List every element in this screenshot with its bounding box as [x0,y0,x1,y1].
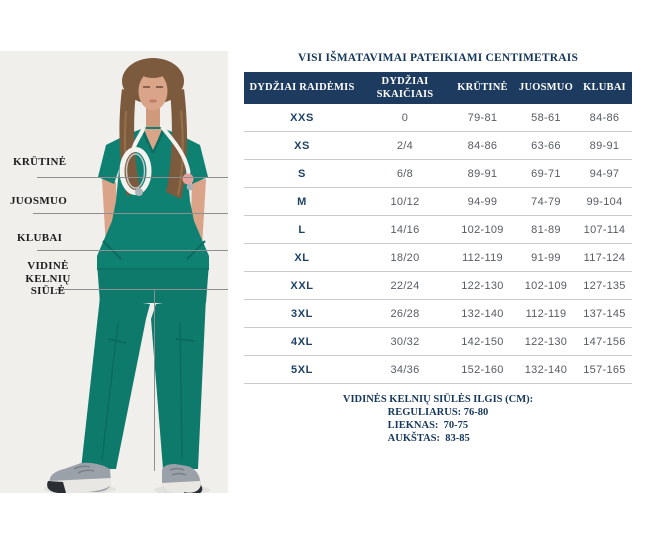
hips-value-cell: 157-165 [583,363,626,376]
size-number-cell: 6/8 [396,167,414,180]
waist-value-cell: 58-61 [531,111,561,124]
chest-value-cell: 89-91 [467,167,498,180]
hips-measure-line [37,250,228,251]
size-table-row [244,300,632,328]
chest-value-cell: 94-99 [467,195,498,208]
size-table-row [244,328,632,356]
size-table-row [244,104,632,132]
inseam-label [4,260,92,298]
size-letter-cell: XXS [290,111,314,124]
inseam-label-line2: SIŪLĖ [30,285,66,297]
chest-value-cell: 79-81 [467,111,498,124]
hips-value-cell: 107-114 [583,223,626,236]
inseam-info-line: REGULIARUS: 76-80 [387,407,489,418]
waist-value-cell: 63-66 [531,139,561,152]
size-table-row [244,188,632,216]
column-header-hips: KLUBAI [583,82,626,94]
chest-value-cell: 142-150 [461,335,504,348]
model-photo [0,51,228,493]
size-letter-cell: XS [294,139,310,152]
size-letter-cell: L [298,223,306,236]
hips-value-cell: 84-86 [589,111,620,124]
column-header-size-numbers: DYDŽIAI SKAIČIAIS [376,75,434,100]
size-letter-cell: 5XL [291,363,313,376]
size-letter-cell: XXL [290,279,314,292]
waist-value-cell: 112-119 [525,307,567,320]
column-header-size-letters: DYDŽIAI RAIDĖMIS [249,82,355,94]
size-table-body [244,104,632,384]
size-number-cell: 18/20 [390,251,420,264]
inseam-info-line: AUKŠTAS: 83-85 [387,433,470,444]
chest-value-cell: 122-130 [461,279,504,292]
inseam-label-line1: VIDINĖ KELNIŲ [25,260,71,285]
waist-value-cell: 132-140 [524,363,568,376]
inseam-info-lines [388,406,489,445]
size-number-cell: 10/12 [390,195,420,208]
chest-value-cell: 112-119 [462,251,503,264]
waist-value-cell: 122-130 [524,335,568,348]
size-table-header [244,72,632,104]
hair-fringe [138,62,168,78]
chest-value-cell: 152-160 [461,363,504,376]
size-table-row [244,244,632,272]
right-shoe-midsole [162,481,201,493]
size-table-row [244,132,632,160]
chest-label: KRŪTINĖ [13,156,67,168]
right-pant-leg [151,297,206,469]
hips-value-cell: 94-97 [589,167,620,180]
stethoscope-connector [135,188,143,196]
stethoscope-chestpiece [183,174,194,185]
waist-value-cell: 74-79 [531,195,561,208]
size-letter-cell: 3XL [291,307,313,320]
inseam-vertical-measure-line [154,289,155,471]
chest-value-cell: 132-140 [461,307,504,320]
size-table-row [244,356,632,384]
size-number-cell: 34/36 [390,363,420,376]
hips-value-cell: 127-135 [583,279,626,292]
size-letter-cell: 4XL [291,335,313,348]
column-header-waist: JUOSMUO [519,82,573,94]
size-letter-cell: S [298,167,306,180]
inseam-info-title: VIDINĖS KELNIŲ SIŪLĖS ILGIS (CM): [342,394,534,405]
inseam-info [244,393,632,445]
size-number-cell: 0 [401,111,409,124]
waist-value-cell: 81-89 [531,223,561,236]
size-number-cell: 22/24 [390,279,420,292]
waist-value-cell: 102-109 [524,279,568,292]
hips-value-cell: 137-145 [583,307,626,320]
hips-value-cell: 89-91 [589,139,620,152]
size-number-cell: 26/28 [390,307,420,320]
size-table-row [244,272,632,300]
waist-label: JUOSMUO [10,195,68,207]
waist-value-cell: 91-99 [531,251,561,264]
waist-value-cell: 69-71 [531,167,561,180]
hips-value-cell: 99-104 [586,195,623,208]
size-number-cell: 14/16 [390,223,420,236]
column-header-chest: KRŪTINĖ [457,82,508,94]
table-title: VISI IŠMATAVIMAI PATEIKIAMI CENTIMETRAIS [297,52,579,64]
stethoscope-bell [187,184,194,191]
size-number-cell: 2/4 [396,139,414,152]
chest-value-cell: 102-109 [461,223,504,236]
size-table-row [244,216,632,244]
waist-measure-line [33,213,228,214]
size-table-row [244,160,632,188]
hips-value-cell: 147-156 [583,335,626,348]
chest-measure-line [37,177,228,178]
size-letter-cell: XL [294,251,310,264]
size-number-cell: 30/32 [390,335,420,348]
hips-label: KLUBAI [17,232,63,244]
lips [149,99,157,102]
inseam-info-line: LIEKNAS: 70-75 [387,420,469,431]
chest-value-cell: 84-86 [467,139,498,152]
hips-value-cell: 117-124 [583,251,626,264]
size-letter-cell: M [297,195,307,208]
left-pant-leg [81,297,150,469]
